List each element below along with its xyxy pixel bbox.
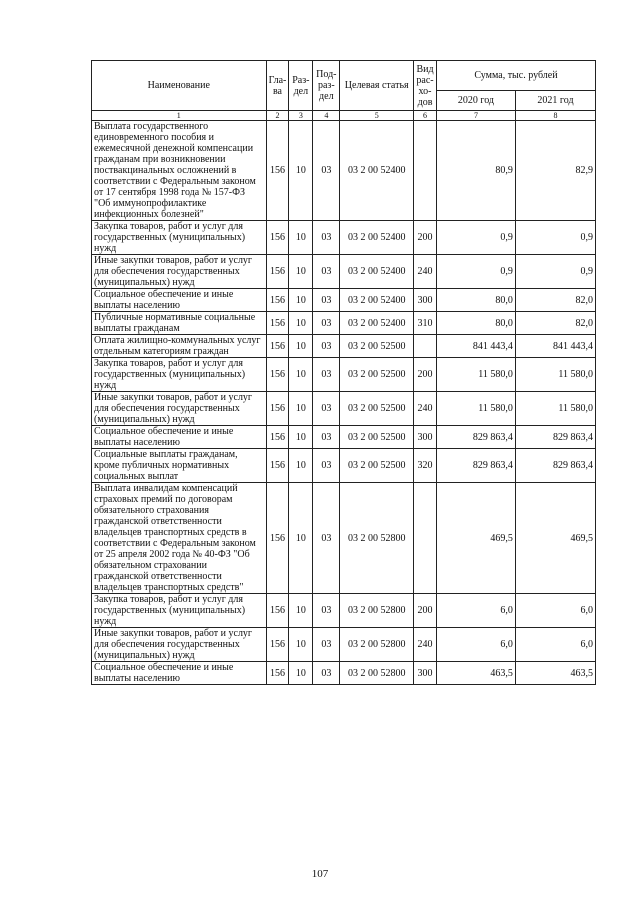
row-glava: 156: [266, 662, 289, 685]
column-index: 4: [313, 111, 340, 121]
row-vid: 240: [414, 628, 437, 662]
row-amount-2021: 82,9: [515, 121, 595, 221]
row-target: 03 2 00 52400: [340, 121, 414, 221]
row-podrazdel: 03: [313, 449, 340, 483]
row-amount-2021: 11 580,0: [515, 358, 595, 392]
row-razdel: 10: [289, 662, 313, 685]
row-amount-2020: 829 863,4: [436, 426, 515, 449]
row-name: Иные закупки товаров, работ и услуг для обеспечения государственных (муниципальных) нужд: [92, 255, 267, 289]
table-row: [92, 221, 596, 255]
table-row: [92, 121, 596, 221]
row-target: 03 2 00 52400: [340, 255, 414, 289]
row-amount-2021: 11 580,0: [515, 392, 595, 426]
row-vid: 200: [414, 221, 437, 255]
row-podrazdel: 03: [313, 335, 340, 358]
row-name: Социальные выплаты гражданам, кроме публичных нормативных социальных выплат: [92, 449, 267, 483]
row-amount-2020: 0,9: [436, 255, 515, 289]
header-name: Наименование: [92, 61, 267, 111]
row-target: 03 2 00 52500: [340, 358, 414, 392]
table-row: [92, 392, 596, 426]
row-name: Закупка товаров, работ и услуг для государственных (муниципальных) нужд: [92, 221, 267, 255]
row-glava: 156: [266, 594, 289, 628]
table-row: [92, 483, 596, 594]
row-glava: 156: [266, 358, 289, 392]
row-target: 03 2 00 52500: [340, 449, 414, 483]
row-amount-2020: 11 580,0: [436, 358, 515, 392]
row-target: 03 2 00 52800: [340, 662, 414, 685]
row-target: 03 2 00 52800: [340, 594, 414, 628]
row-vid: 240: [414, 255, 437, 289]
row-podrazdel: 03: [313, 392, 340, 426]
row-amount-2021: 463,5: [515, 662, 595, 685]
column-index: 5: [340, 111, 414, 121]
row-amount-2021: 6,0: [515, 594, 595, 628]
row-amount-2021: 469,5: [515, 483, 595, 594]
row-target: 03 2 00 52500: [340, 426, 414, 449]
header-vid: Вид рас-хо-дов: [414, 61, 437, 111]
column-index: 8: [515, 111, 595, 121]
row-podrazdel: 03: [313, 255, 340, 289]
table-row: [92, 449, 596, 483]
row-amount-2021: 829 863,4: [515, 426, 595, 449]
row-name: Закупка товаров, работ и услуг для государственных (муниципальных) нужд: [92, 358, 267, 392]
row-podrazdel: 03: [313, 121, 340, 221]
row-glava: 156: [266, 426, 289, 449]
row-name: Оплата жилищно-коммунальных услуг отдельным категориям граждан: [92, 335, 267, 358]
row-podrazdel: 03: [313, 221, 340, 255]
table-row: [92, 358, 596, 392]
header-summa: Сумма, тыс. рублей: [436, 61, 595, 91]
row-amount-2021: 0,9: [515, 255, 595, 289]
table-row: [92, 335, 596, 358]
row-target: 03 2 00 52800: [340, 628, 414, 662]
row-vid: 300: [414, 289, 437, 312]
row-amount-2020: 463,5: [436, 662, 515, 685]
row-name: Социальное обеспечение и иные выплаты населению: [92, 662, 267, 685]
table-row: [92, 312, 596, 335]
header-glava: Гла-ва: [266, 61, 289, 111]
row-amount-2021: 82,0: [515, 312, 595, 335]
row-target: 03 2 00 52400: [340, 289, 414, 312]
row-vid: [414, 483, 437, 594]
row-name: Публичные нормативные социальные выплаты гражданам: [92, 312, 267, 335]
row-podrazdel: 03: [313, 289, 340, 312]
row-amount-2020: 829 863,4: [436, 449, 515, 483]
row-amount-2021: 82,0: [515, 289, 595, 312]
row-target: 03 2 00 52400: [340, 312, 414, 335]
budget-table: [91, 60, 596, 685]
table-row: [92, 628, 596, 662]
row-amount-2021: 829 863,4: [515, 449, 595, 483]
row-razdel: 10: [289, 312, 313, 335]
row-amount-2021: 6,0: [515, 628, 595, 662]
column-index-row: [92, 111, 596, 121]
row-podrazdel: 03: [313, 312, 340, 335]
row-amount-2020: 841 443,4: [436, 335, 515, 358]
row-vid: 310: [414, 312, 437, 335]
row-vid: 240: [414, 392, 437, 426]
row-glava: 156: [266, 289, 289, 312]
table-row: [92, 255, 596, 289]
row-glava: 156: [266, 312, 289, 335]
row-target: 03 2 00 52800: [340, 483, 414, 594]
row-podrazdel: 03: [313, 483, 340, 594]
row-glava: 156: [266, 335, 289, 358]
row-glava: 156: [266, 255, 289, 289]
table-row: [92, 662, 596, 685]
header-year-2020: 2020 год: [436, 91, 515, 111]
row-razdel: 10: [289, 221, 313, 255]
row-podrazdel: 03: [313, 662, 340, 685]
row-razdel: 10: [289, 121, 313, 221]
row-razdel: 10: [289, 255, 313, 289]
header-podrazdel: Под-раз-дел: [313, 61, 340, 111]
row-name: Выплата государственного единовременного пособия и ежемесячной денежной компенсации гражданам при возникновении поствакцинальных осложнений в соответствии с Федеральным законом от 17 сентября 1998 года № 157-ФЗ "Об иммунопрофилактике инфекционных болезней": [92, 121, 267, 221]
row-target: 03 2 00 52500: [340, 392, 414, 426]
row-amount-2020: 6,0: [436, 628, 515, 662]
row-name: Выплата инвалидам компенсаций страховых премий по договорам обязательного страхования гражданской ответственности владельцев транспортных средств в соответствии с Федеральным законом от 25 апреля 2002 года № 40-ФЗ "Об обязательном страховании гражданской ответственности владельцев транспортных средств": [92, 483, 267, 594]
row-name: Социальное обеспечение и иные выплаты населению: [92, 289, 267, 312]
row-vid: 300: [414, 662, 437, 685]
row-razdel: 10: [289, 426, 313, 449]
row-amount-2020: 80,0: [436, 289, 515, 312]
row-razdel: 10: [289, 628, 313, 662]
column-index: 7: [436, 111, 515, 121]
row-amount-2020: 469,5: [436, 483, 515, 594]
row-razdel: 10: [289, 335, 313, 358]
row-vid: 320: [414, 449, 437, 483]
row-glava: 156: [266, 449, 289, 483]
row-amount-2020: 6,0: [436, 594, 515, 628]
column-index: 3: [289, 111, 313, 121]
row-glava: 156: [266, 221, 289, 255]
header-year-2021: 2021 год: [515, 91, 595, 111]
row-podrazdel: 03: [313, 358, 340, 392]
row-amount-2020: 11 580,0: [436, 392, 515, 426]
row-amount-2021: 841 443,4: [515, 335, 595, 358]
column-index: 6: [414, 111, 437, 121]
row-amount-2020: 80,0: [436, 312, 515, 335]
row-podrazdel: 03: [313, 628, 340, 662]
row-razdel: 10: [289, 449, 313, 483]
row-vid: 300: [414, 426, 437, 449]
row-amount-2020: 80,9: [436, 121, 515, 221]
row-razdel: 10: [289, 594, 313, 628]
row-name: Иные закупки товаров, работ и услуг для обеспечения государственных (муниципальных) нужд: [92, 628, 267, 662]
column-index: 1: [92, 111, 267, 121]
row-glava: 156: [266, 483, 289, 594]
row-name: Закупка товаров, работ и услуг для государственных (муниципальных) нужд: [92, 594, 267, 628]
row-target: 03 2 00 52400: [340, 221, 414, 255]
table-row: [92, 594, 596, 628]
row-razdel: 10: [289, 289, 313, 312]
row-target: 03 2 00 52500: [340, 335, 414, 358]
table-row: [92, 289, 596, 312]
row-glava: 156: [266, 121, 289, 221]
row-vid: 200: [414, 594, 437, 628]
header-target: Целевая статья: [340, 61, 414, 111]
page-number: 107: [311, 868, 329, 880]
row-amount-2021: 0,9: [515, 221, 595, 255]
row-razdel: 10: [289, 358, 313, 392]
row-name: Социальное обеспечение и иные выплаты населению: [92, 426, 267, 449]
row-glava: 156: [266, 628, 289, 662]
row-vid: [414, 335, 437, 358]
table-row: [92, 426, 596, 449]
row-vid: 200: [414, 358, 437, 392]
row-amount-2020: 0,9: [436, 221, 515, 255]
row-vid: [414, 121, 437, 221]
row-name: Иные закупки товаров, работ и услуг для обеспечения государственных (муниципальных) нужд: [92, 392, 267, 426]
row-razdel: 10: [289, 392, 313, 426]
row-razdel: 10: [289, 483, 313, 594]
row-podrazdel: 03: [313, 594, 340, 628]
column-index: 2: [266, 111, 289, 121]
row-podrazdel: 03: [313, 426, 340, 449]
header-razdel: Раз-дел: [289, 61, 313, 111]
row-glava: 156: [266, 392, 289, 426]
